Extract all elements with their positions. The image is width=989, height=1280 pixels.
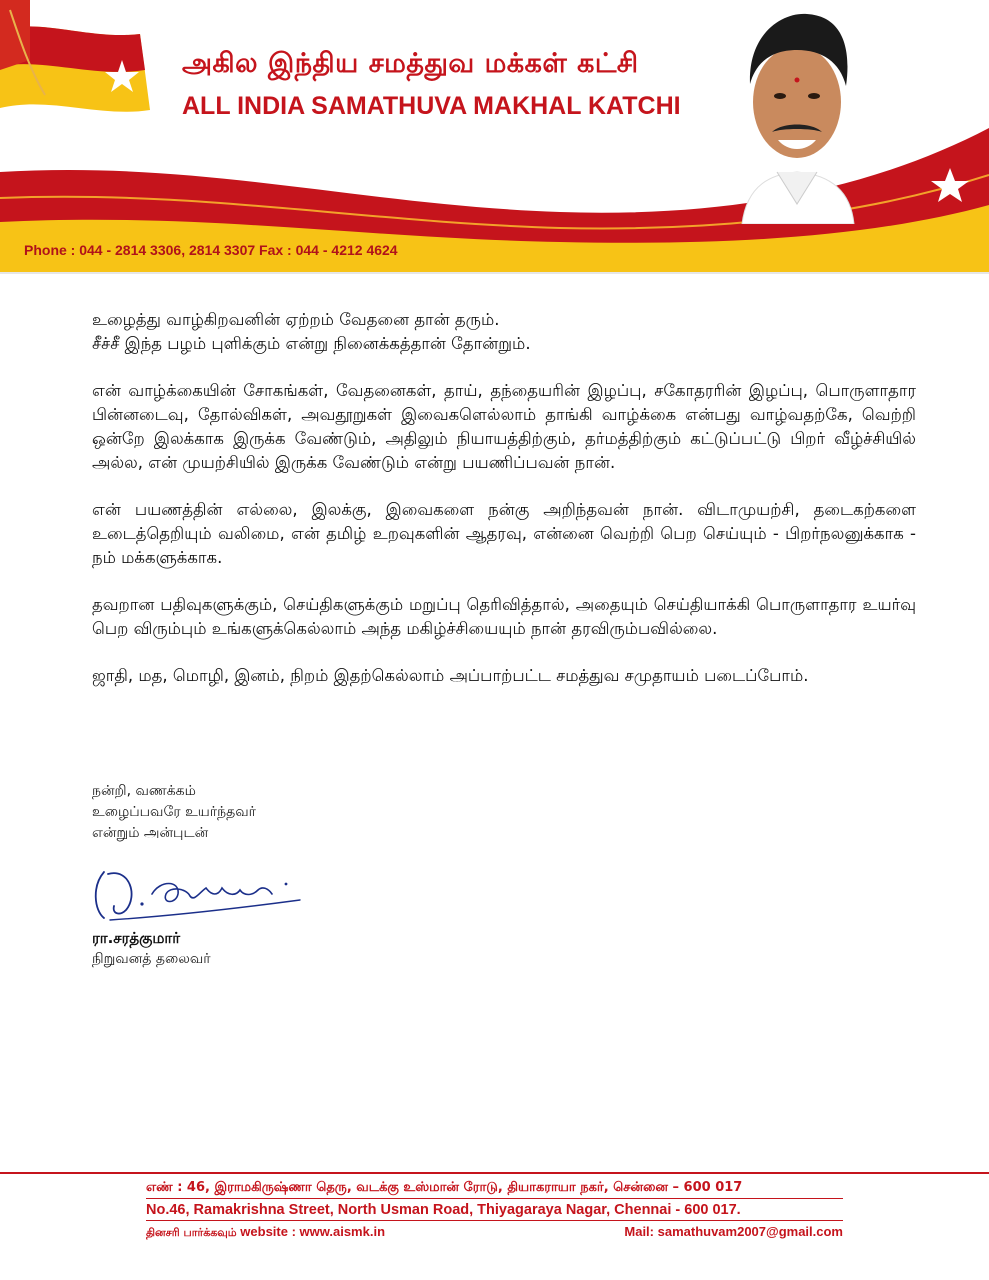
letter-paragraph: ஜாதி, மத, மொழி, இனம், நிறம் இதற்கெல்லாம் அப்பாற்பட்ட சமத்துவ சமுதாயம் படைப்போம். xyxy=(92,666,809,685)
letter-body xyxy=(92,308,916,711)
letter-paragraph: தவறான பதிவுகளுக்கும், செய்திகளுக்கும் மறுப்பு தெரிவித்தால், அதையும் செய்தியாக்கி பொருளாதார உயர்வு பெற விரும்பும் உங்களுக்கெல்லாம் அந்த மகிழ்ச்சியையும் நான் தரவிரும்பவில்லை. xyxy=(92,595,916,638)
footer-address-english: No.46, Ramakrishna Street, North Usman Road, Thiyagaraya Nagar, Chennai - 600 017. xyxy=(146,1202,741,1218)
letter-paragraph: என் பயணத்தின் எல்லை, இலக்கு, இவைகளை நன்கு அறிந்தவன் நான். விடாமுயற்சி, தடைகற்களை உடைத்தெறியும் வலிமை, என் தமிழ் உறவுகளின் ஆதரவு, என்னை வெற்றி பெற செய்யும் - பிறர்நலனுக்காக - நம் மக்களுக்காக. xyxy=(92,500,916,567)
footer-website-group xyxy=(146,1224,385,1241)
leader-portrait xyxy=(722,4,872,224)
letterhead-header xyxy=(0,0,989,280)
letter-paragraph xyxy=(92,308,916,356)
closing-line: என்றும் அன்புடன் xyxy=(92,825,209,841)
footer-divider xyxy=(0,1172,989,1174)
party-name-english: ALL INDIA SAMATHUVA MAKHAL KATCHI xyxy=(182,92,681,120)
letter-line: சீச்சீ இந்த பழம் புளிக்கும் என்று நினைக்கத்தான் தோன்றும். xyxy=(92,334,531,353)
website-link[interactable]: website : www.aismk.in xyxy=(240,1224,386,1239)
letter-paragraph: என் வாழ்க்கையின் சோகங்கள், வேதனைகள், தாய், தந்தையரின் இழப்பு, சகோதரரின் இழப்பு, பொருளாதார பின்னடைவு, தோல்விகள், அவதூறுகள் இவைகளெல்லாம் தாங்கி வாழ்க்கை என்பது வாழ்வதற்கே, வெற்றி ஒன்றே இலக்காக இருக்க வேண்டும், அதிலும் நியாயத்திற்கும், தர்மத்திற்கும் கட்டுப்பட்டு பிறர் வீழ்ச்சியில் அல்ல, என் முயற்சியில் இருக்க வேண்டும் என்று பயணிப்பவன் நான். xyxy=(92,381,916,472)
closing-line: உழைப்பவரே உயர்ந்தவர் xyxy=(92,804,256,820)
letter-line: உழைத்து வாழ்கிறவனின் ஏற்றம் வேதனை தான் தரும். xyxy=(92,310,500,329)
letter-closing xyxy=(92,781,256,844)
footer-divider xyxy=(146,1198,843,1199)
mail-link[interactable]: Mail: samathuvam2007@gmail.com xyxy=(624,1224,843,1239)
footer-address-tamil: எண் : 46, இராமகிருஷ்ணா தெரு, வடக்கு உஸ்மான் ரோடு, தியாகராயா நகர், சென்னை – 600 017 xyxy=(146,1180,743,1195)
party-name-tamil: அகில இந்திய சமத்துவ மக்கள் கட்சி xyxy=(182,48,639,79)
signer-role: நிறுவனத் தலைவர் xyxy=(92,951,211,967)
signer-block xyxy=(92,928,211,970)
handwritten-signature xyxy=(90,866,310,926)
contact-numbers: Phone : 044 - 2814 3306, 2814 3307 Fax : 044 - 4212 4624 xyxy=(24,242,398,258)
closing-line: நன்றி, வணக்கம் xyxy=(92,783,196,799)
website-prefix: தினசரி பார்க்கவும் xyxy=(146,1226,237,1239)
footer-divider xyxy=(146,1220,843,1221)
signer-name: ரா.சரத்குமார் xyxy=(92,929,181,947)
footer-web-mail xyxy=(146,1224,843,1241)
